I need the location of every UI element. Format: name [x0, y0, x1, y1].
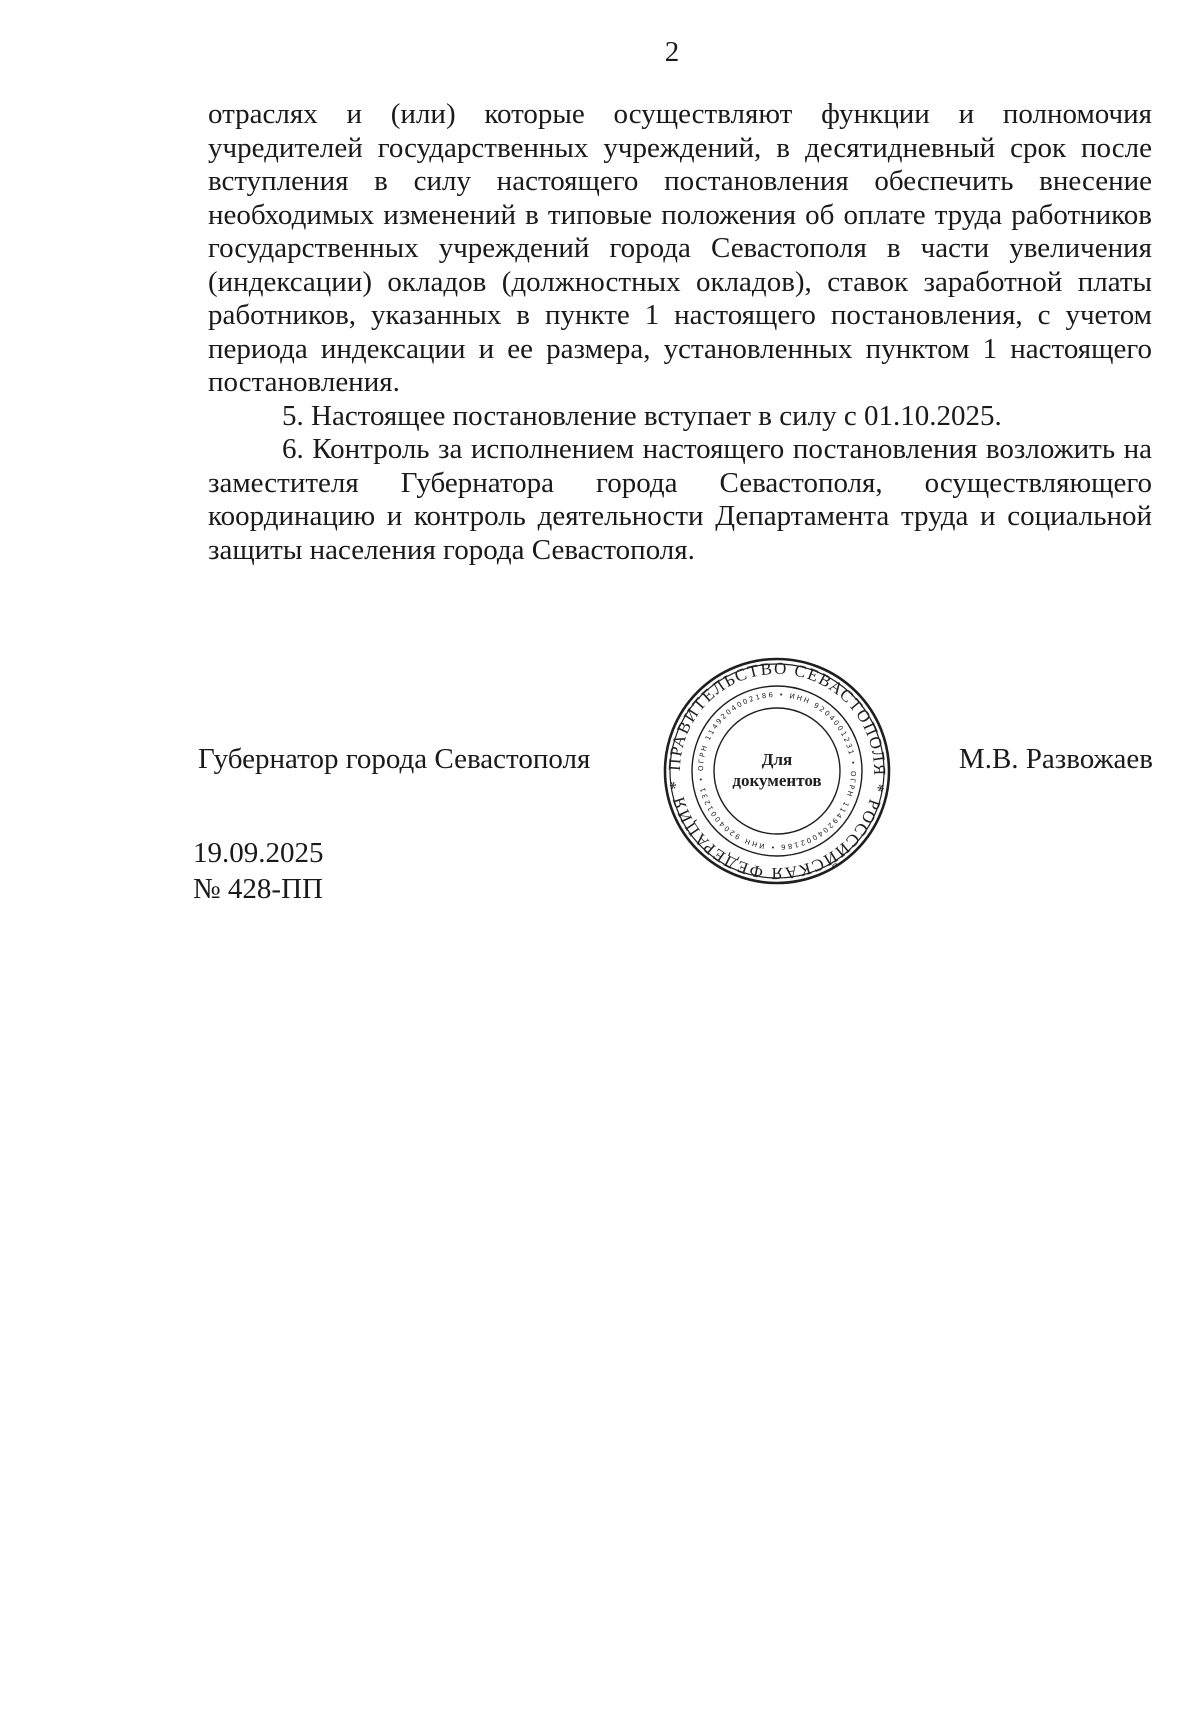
document-body [208, 98, 1152, 567]
paragraph-item-5: 5. Настоящее постановление вступает в силу с 01.10.2025. [282, 399, 1002, 432]
page-number: 2 [664, 36, 680, 68]
document-number: № 428-ПП [193, 873, 323, 905]
signature-block [0, 741, 1200, 781]
seal-inner-text: ОГРН 1149204002186 • ИНН 9204001231 • ОГРН 1149204002186 • ИНН 9204001231 • [696, 690, 858, 852]
paragraph-item-6: 6. Контроль за исполнением настоящего постановления возложить на заместителя Губернатора города Севастополя, осуществляющего координацию и контроль деятельности Департамента труда и социальной защиты населения города Севастополя. [208, 433, 1152, 566]
paragraph-continuation: отраслях и (или) которые осуществляют функции и полномочия учредителей государственных учреждений, в десятидневный срок после вступления в силу настоящего постановления обеспечить внесение необходимых изменений в типовые положения об оплате труда работников государственных учреждений города Севастополя в части увеличения (индексации) окладов (должностных окладов), ставок заработной платы работников, указанных в пункте 1 настоящего постановления, с учетом периода индексации и ее размера, установленных пунктом 1 настоящего постановления. [208, 98, 1152, 398]
seal-center-text-line1: Для [761, 750, 793, 769]
signatory-position: Губернатор города Севастополя [198, 743, 591, 775]
seal-outer-text: ПРАВИТЕЛЬСТВО СЕВАСТОПОЛЯ * РОССИЙСКАЯ ФЕДЕРАЦИЯ * [664, 658, 890, 884]
official-seal-stamp [661, 655, 893, 887]
seal-center-text-line2: документов [732, 771, 822, 790]
document-date: 19.09.2025 [193, 837, 324, 869]
signatory-name: М.В. Развожаев [958, 743, 1153, 775]
